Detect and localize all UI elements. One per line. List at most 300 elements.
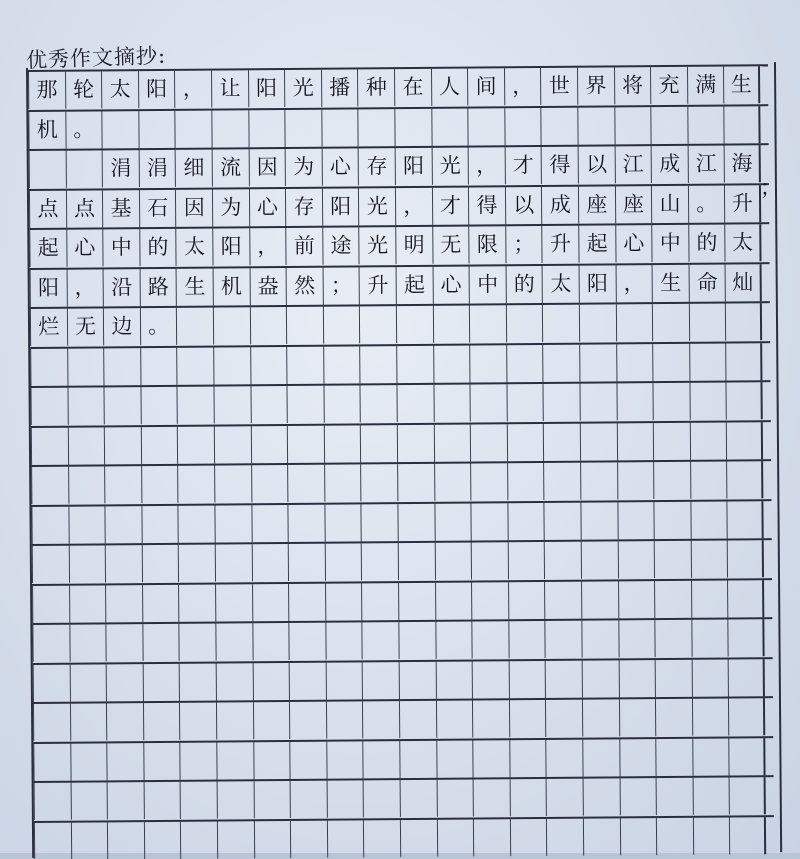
grid-cell bbox=[71, 822, 108, 859]
grid-cell bbox=[470, 424, 507, 461]
grid-row bbox=[32, 578, 772, 623]
grid-cell bbox=[361, 504, 398, 541]
grid-cell bbox=[582, 739, 619, 776]
grid-cell bbox=[178, 545, 215, 582]
grid-cell: 存 bbox=[285, 188, 322, 225]
grid-cell: 人 bbox=[431, 69, 468, 106]
grid-cell: 阳 bbox=[30, 269, 67, 306]
grid-cell bbox=[325, 543, 362, 580]
grid-cell bbox=[617, 502, 654, 539]
grid-cell bbox=[363, 780, 400, 817]
grid-cell: 灿 bbox=[725, 264, 762, 301]
grid-cell: 前 bbox=[285, 228, 322, 265]
grid-cell bbox=[65, 150, 102, 187]
grid-cell bbox=[34, 783, 71, 820]
grid-cell bbox=[324, 425, 361, 462]
grid-cell bbox=[473, 819, 510, 856]
grid-cell bbox=[176, 308, 213, 345]
grid-cell bbox=[506, 384, 543, 421]
grid-cell bbox=[433, 424, 470, 461]
grid-cell: ， bbox=[174, 71, 211, 108]
grid-cell bbox=[69, 585, 106, 622]
grid-cell: 。 bbox=[140, 308, 177, 345]
grid-cell: 光 bbox=[284, 70, 321, 107]
grid-cell bbox=[251, 465, 288, 502]
grid-cell bbox=[107, 822, 144, 859]
grid-cell bbox=[435, 582, 472, 619]
grid-cell: 点 bbox=[29, 190, 66, 227]
grid-cell bbox=[508, 581, 545, 618]
grid-cell bbox=[102, 111, 139, 148]
grid-cell bbox=[287, 465, 324, 502]
grid-cell bbox=[358, 109, 395, 146]
grid-cell: 江 bbox=[687, 146, 724, 183]
grid-cell bbox=[290, 820, 327, 857]
grid-cell: 命 bbox=[688, 264, 725, 301]
grid-cell: 心 bbox=[66, 229, 103, 266]
grid-cell bbox=[400, 819, 437, 856]
grid-cell bbox=[690, 462, 727, 499]
grid-cell bbox=[143, 782, 180, 819]
grid-cell bbox=[31, 427, 68, 464]
grid-cell: 成 bbox=[541, 186, 578, 223]
grid-cell bbox=[251, 504, 288, 541]
grid-cell bbox=[692, 778, 729, 815]
grid-cell bbox=[729, 777, 766, 814]
grid-cell: 心 bbox=[615, 225, 652, 262]
grid-cell: 边 bbox=[103, 308, 140, 345]
grid-cell bbox=[217, 821, 254, 858]
grid-cell bbox=[327, 820, 364, 857]
grid-cell: 心 bbox=[432, 266, 469, 303]
grid-cell bbox=[580, 423, 617, 460]
grid-cell bbox=[143, 742, 180, 779]
grid-cell: 成 bbox=[651, 146, 688, 183]
grid-cell: 太 bbox=[176, 229, 213, 266]
grid-cell bbox=[33, 704, 70, 741]
grid-cell bbox=[105, 585, 142, 622]
grid-cell bbox=[470, 463, 507, 500]
grid-cell bbox=[471, 503, 508, 540]
grid-cell bbox=[616, 344, 653, 381]
grid-cell bbox=[398, 622, 435, 659]
grid-cell bbox=[545, 700, 582, 737]
grid-cell bbox=[655, 620, 692, 657]
grid-cell bbox=[252, 583, 289, 620]
grid-cell bbox=[544, 581, 581, 618]
grid-cell bbox=[288, 504, 325, 541]
grid-cell bbox=[691, 541, 728, 578]
grid-cell bbox=[434, 543, 471, 580]
grid-row bbox=[31, 499, 771, 544]
grid-cell: 起 bbox=[396, 266, 433, 303]
grid-row bbox=[33, 736, 773, 781]
grid-cell bbox=[729, 738, 766, 775]
grid-cell bbox=[361, 583, 398, 620]
grid-cell bbox=[30, 348, 67, 385]
grid-cell bbox=[399, 701, 436, 738]
grid-cell bbox=[325, 583, 362, 620]
grid-cell bbox=[30, 388, 67, 425]
grid-cell bbox=[581, 541, 618, 578]
grid-cell bbox=[360, 385, 397, 422]
grid-cell bbox=[216, 702, 253, 739]
grid-row bbox=[29, 183, 769, 228]
grid-cell: 充 bbox=[650, 67, 687, 104]
grid-cell bbox=[654, 501, 691, 538]
grid-cell bbox=[655, 699, 692, 736]
grid-cell bbox=[360, 464, 397, 501]
grid-cell: 中 bbox=[651, 225, 688, 262]
grid-cell bbox=[617, 541, 654, 578]
grid-cell: 。 bbox=[688, 185, 725, 222]
grid-cell bbox=[619, 778, 656, 815]
grid-cell bbox=[396, 385, 433, 422]
grid-cell: 升 bbox=[359, 267, 396, 304]
grid-cell bbox=[253, 702, 290, 739]
grid-cell bbox=[397, 464, 434, 501]
grid-cell bbox=[106, 664, 143, 701]
grid-cell: 点 bbox=[66, 190, 103, 227]
grid-cell bbox=[729, 817, 766, 854]
grid-cell bbox=[543, 344, 580, 381]
grid-cell: 将 bbox=[614, 67, 651, 104]
grid-cell bbox=[289, 741, 326, 778]
grid-cell bbox=[211, 110, 248, 147]
grid-cell bbox=[69, 624, 106, 661]
grid-cell bbox=[250, 386, 287, 423]
grid-cell bbox=[504, 107, 541, 144]
grid-cell bbox=[656, 817, 693, 854]
grid-cell bbox=[251, 544, 288, 581]
grid-cell bbox=[217, 781, 254, 818]
grid-cell bbox=[728, 619, 765, 656]
grid-cell bbox=[433, 345, 470, 382]
grid-cell: 让 bbox=[211, 70, 248, 107]
grid-cell bbox=[654, 580, 691, 617]
grid-cell bbox=[177, 426, 214, 463]
grid-cell bbox=[398, 543, 435, 580]
grid-cell bbox=[289, 662, 326, 699]
grid-cell: 起 bbox=[29, 230, 66, 267]
grid-cell bbox=[689, 304, 726, 341]
grid-cell bbox=[105, 545, 142, 582]
grid-cell: 才 bbox=[504, 147, 541, 184]
grid-cell bbox=[724, 106, 761, 143]
grid-cell: 播 bbox=[321, 69, 358, 106]
grid-cell: 途 bbox=[322, 227, 359, 264]
grid-cell: 光 bbox=[431, 148, 468, 185]
grid-cell bbox=[138, 110, 175, 147]
grid-cell: 。 bbox=[65, 111, 102, 148]
grid-cell: 才 bbox=[432, 187, 469, 224]
grid-cell bbox=[726, 461, 763, 498]
grid-cell bbox=[214, 465, 251, 502]
grid-cell: 光 bbox=[358, 188, 395, 225]
grid-cell bbox=[216, 742, 253, 779]
grid-cell bbox=[469, 345, 506, 382]
grid-row bbox=[31, 459, 771, 504]
grid-cell bbox=[581, 581, 618, 618]
grid-cell bbox=[436, 701, 473, 738]
grid-cell: 海 bbox=[724, 145, 761, 182]
grid-cell bbox=[509, 700, 546, 737]
grid-cell bbox=[618, 660, 655, 697]
grid-cell bbox=[287, 386, 324, 423]
grid-cell bbox=[68, 506, 105, 543]
grid-cell bbox=[618, 581, 655, 618]
grid-cell bbox=[400, 780, 437, 817]
grid-cell bbox=[650, 106, 687, 143]
grid-cell: 为 bbox=[285, 149, 322, 186]
grid-cell bbox=[544, 542, 581, 579]
grid-cell: 阳 bbox=[212, 228, 249, 265]
grid-cell bbox=[472, 621, 509, 658]
overflow-punctuation: ； bbox=[760, 176, 781, 200]
grid-cell bbox=[577, 107, 614, 144]
grid-cell bbox=[399, 740, 436, 777]
grid-cell bbox=[506, 344, 543, 381]
grid-cell bbox=[31, 506, 68, 543]
grid-cell: 中 bbox=[469, 266, 506, 303]
grid-cell: 界 bbox=[577, 67, 614, 104]
grid-cell bbox=[653, 422, 690, 459]
grid-cell bbox=[506, 305, 543, 342]
grid-cell bbox=[178, 505, 215, 542]
grid-cell: 无 bbox=[432, 227, 469, 264]
grid-cell bbox=[396, 345, 433, 382]
grid-cell bbox=[325, 662, 362, 699]
grid-cell bbox=[359, 306, 396, 343]
grid-row bbox=[31, 420, 771, 465]
grid-cell bbox=[431, 108, 468, 145]
grid-cell bbox=[397, 424, 434, 461]
grid-cell bbox=[250, 346, 287, 383]
grid-cell bbox=[508, 621, 545, 658]
grid-cell bbox=[508, 542, 545, 579]
grid-cell bbox=[68, 466, 105, 503]
grid-cell: 阳 bbox=[322, 188, 359, 225]
grid-cell bbox=[216, 663, 253, 700]
grid-cell: 那 bbox=[28, 72, 65, 109]
grid-cell bbox=[179, 663, 216, 700]
grid-cell bbox=[361, 543, 398, 580]
grid-cell bbox=[213, 386, 250, 423]
grid-row bbox=[34, 815, 774, 859]
grid-cell: 石 bbox=[139, 189, 176, 226]
grid-cell bbox=[104, 466, 141, 503]
grid-cell bbox=[362, 662, 399, 699]
grid-cell bbox=[363, 820, 400, 857]
grid-cell bbox=[288, 583, 325, 620]
grid-cell bbox=[141, 426, 178, 463]
grid-row bbox=[30, 262, 770, 307]
grid-row bbox=[32, 538, 772, 583]
grid-cell: 种 bbox=[357, 69, 394, 106]
grid-cell bbox=[140, 347, 177, 384]
grid-cell bbox=[726, 382, 763, 419]
grid-cell bbox=[653, 383, 690, 420]
grid-cell: 因 bbox=[248, 149, 285, 186]
grid-cell bbox=[614, 107, 651, 144]
grid-cell bbox=[104, 427, 141, 464]
grid-cell bbox=[545, 660, 582, 697]
grid-cell: ； bbox=[322, 267, 359, 304]
grid-cell bbox=[324, 464, 361, 501]
grid-cell bbox=[68, 545, 105, 582]
grid-cell bbox=[326, 701, 363, 738]
grid-cell: 流 bbox=[212, 149, 249, 186]
grid-cell bbox=[434, 464, 471, 501]
grid-cell bbox=[31, 467, 68, 504]
grid-cell bbox=[107, 782, 144, 819]
grid-cell bbox=[616, 383, 653, 420]
grid-cell bbox=[727, 501, 764, 538]
grid-cell bbox=[687, 106, 724, 143]
grid-cell bbox=[690, 422, 727, 459]
grid-cell: 光 bbox=[359, 227, 396, 264]
grid-cell bbox=[398, 582, 435, 619]
grid-cell bbox=[726, 422, 763, 459]
grid-cell bbox=[360, 425, 397, 462]
grid-cell bbox=[215, 623, 252, 660]
grid-cell bbox=[104, 387, 141, 424]
grid-cell: ， bbox=[249, 228, 286, 265]
grid-cell: 的 bbox=[688, 225, 725, 262]
grid-cell bbox=[286, 346, 323, 383]
grid-cell bbox=[727, 540, 764, 577]
grid-cell bbox=[250, 425, 287, 462]
grid-cell bbox=[434, 503, 471, 540]
grid-cell bbox=[655, 738, 692, 775]
grid-cell bbox=[286, 307, 323, 344]
grid-cell: 无 bbox=[66, 308, 103, 345]
grid-cell bbox=[691, 620, 728, 657]
grid-cell: 以 bbox=[578, 146, 615, 183]
grid-cell bbox=[508, 660, 545, 697]
grid-cell bbox=[583, 818, 620, 855]
grid-cell bbox=[103, 348, 140, 385]
grid-cell: 得 bbox=[468, 187, 505, 224]
grid-cell bbox=[727, 580, 764, 617]
grid-cell bbox=[180, 782, 217, 819]
grid-cell bbox=[175, 110, 212, 147]
grid-row bbox=[33, 696, 773, 741]
grid-cell bbox=[469, 305, 506, 342]
grid-cell: 盎 bbox=[249, 267, 286, 304]
grid-cell bbox=[473, 779, 510, 816]
grid-cell: ， bbox=[66, 269, 103, 306]
grid-cell: 起 bbox=[578, 225, 615, 262]
grid-cell: 沿 bbox=[103, 269, 140, 306]
grid-cell bbox=[325, 622, 362, 659]
grid-cell bbox=[728, 698, 765, 735]
grid-cell bbox=[215, 544, 252, 581]
grid-cell bbox=[360, 346, 397, 383]
grid-cell: 太 bbox=[725, 224, 762, 261]
grid-cell: 满 bbox=[687, 67, 724, 104]
grid-cell: 然 bbox=[286, 267, 323, 304]
grid-cell bbox=[691, 659, 728, 696]
grid-cell: 以 bbox=[505, 186, 542, 223]
grid-cell bbox=[397, 503, 434, 540]
grid-cell bbox=[652, 304, 689, 341]
grid-row bbox=[28, 64, 768, 109]
grid-cell bbox=[542, 305, 579, 342]
grid-cell: 存 bbox=[358, 148, 395, 185]
grid-cell bbox=[177, 347, 214, 384]
grid-cell bbox=[214, 426, 251, 463]
grid-cell: 的 bbox=[505, 265, 542, 302]
grid-cell bbox=[248, 109, 285, 146]
grid-row bbox=[29, 222, 769, 267]
grid-cell bbox=[471, 582, 508, 619]
grid-cell bbox=[656, 778, 693, 815]
grid-row bbox=[33, 657, 773, 702]
grid-cell bbox=[142, 624, 179, 661]
grid-cell bbox=[546, 818, 583, 855]
grid-cell: 山 bbox=[651, 185, 688, 222]
grid-cell bbox=[726, 343, 763, 380]
grid-cell: 江 bbox=[614, 146, 651, 183]
grid-cell bbox=[143, 703, 180, 740]
grid-cell: 限 bbox=[468, 226, 505, 263]
grid-cell bbox=[691, 580, 728, 617]
grid-cell bbox=[544, 502, 581, 539]
grid-cell bbox=[141, 505, 178, 542]
grid-cell bbox=[653, 462, 690, 499]
grid-cell: 烂 bbox=[30, 309, 67, 346]
grid-cell: 座 bbox=[578, 186, 615, 223]
grid-cell bbox=[654, 541, 691, 578]
grid-cell: 阳 bbox=[395, 148, 432, 185]
grid-cell bbox=[399, 661, 436, 698]
grid-cell bbox=[67, 427, 104, 464]
grid-cell bbox=[249, 307, 286, 344]
grid-cell bbox=[252, 623, 289, 660]
grid-cell bbox=[33, 743, 70, 780]
grid-cell bbox=[582, 660, 619, 697]
grid-cell bbox=[252, 662, 289, 699]
grid-cell bbox=[728, 659, 765, 696]
grid-cell bbox=[470, 384, 507, 421]
grid-cell bbox=[179, 703, 216, 740]
grid-cell bbox=[253, 741, 290, 778]
grid-cell bbox=[253, 781, 290, 818]
grid-cell bbox=[285, 109, 322, 146]
grid-cell bbox=[362, 701, 399, 738]
grid-cell: 太 bbox=[101, 71, 138, 108]
grid-cell bbox=[619, 818, 656, 855]
grid-cell bbox=[507, 423, 544, 460]
grid-cell bbox=[541, 107, 578, 144]
grid-cell bbox=[472, 700, 509, 737]
grid-cell bbox=[543, 423, 580, 460]
grid-cell bbox=[435, 622, 472, 659]
grid-cell bbox=[616, 423, 653, 460]
grid-cell bbox=[509, 779, 546, 816]
grid-cell bbox=[579, 383, 616, 420]
grid-cell: 细 bbox=[175, 150, 212, 187]
grid-cell bbox=[619, 739, 656, 776]
grid-cell: 生 bbox=[652, 264, 689, 301]
grid-cell bbox=[546, 779, 583, 816]
grid-cell bbox=[32, 546, 69, 583]
grid-cell bbox=[142, 663, 179, 700]
grid-cell: 升 bbox=[542, 226, 579, 263]
grid-cell bbox=[436, 819, 473, 856]
grid-cell bbox=[105, 506, 142, 543]
